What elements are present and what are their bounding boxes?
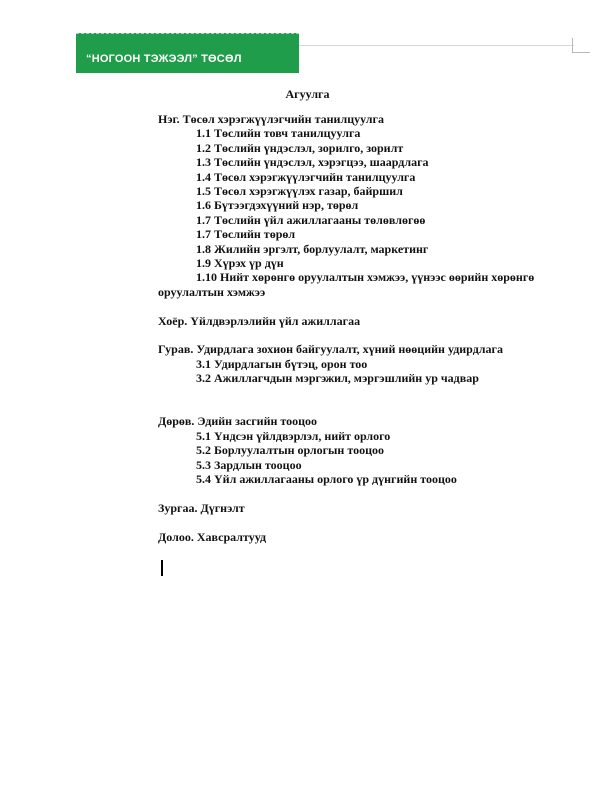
toc-item-1-7b[interactable]: 1.7 Төслийн төрөл	[196, 227, 296, 242]
toc-section-4[interactable]: Дөрөв. Эдийн засгийн тооцоо	[158, 414, 318, 429]
header-banner	[76, 33, 299, 73]
toc-item-1-7a[interactable]: 1.7 Төслийн үйл ажиллагааны төлөвлөгөө	[196, 212, 426, 227]
spacer	[158, 515, 578, 529]
spacer	[158, 328, 578, 342]
toc-item-1-4[interactable]: 1.4 Төсөл хэрэгжүүлэгчийн танилцуулга	[196, 169, 416, 184]
toc-section-5[interactable]: Зургаа. Дүгнэлт	[158, 500, 245, 515]
toc-item-5-3[interactable]: 5.3 Зардлын тооцоо	[196, 457, 302, 472]
page-title: Агуулга	[285, 87, 330, 101]
toc-item-5-1[interactable]: 5.1 Үндсэн үйлдвэрлэл, нийт орлого	[196, 428, 391, 443]
toc-item-1-9[interactable]: 1.9 Хүрэх үр дүн	[196, 256, 284, 271]
text-cursor	[161, 560, 163, 576]
toc-item-5-4[interactable]: 5.4 Үйл ажиллагааны орлого үр дүнгийн тооцоо	[196, 472, 457, 487]
toc-item-3-1[interactable]: 3.1 Удирдлагын бүтэц, орон тоо	[196, 356, 368, 371]
toc-item-1-5[interactable]: 1.5 Төсөл хэрэгжүүлэх газар, байршил	[196, 184, 403, 199]
toc-section-6[interactable]: Долоо. Хавсралтууд	[158, 529, 267, 544]
toc-item-1-10[interactable]: 1.10 Нийт хөрөнгө оруулалтын хэмжээ, үүнээс өөрийн хөрөнгө оруулалтын хэмжээ	[158, 270, 535, 299]
toc-item-1-3[interactable]: 1.3 Төслийн үндэслэл, хэрэгцээ, шаардлага	[196, 155, 429, 170]
toc-section-2[interactable]: Хоёр. Үйлдвэрлэлийн үйл ажиллагаа	[158, 313, 361, 328]
header-divider	[299, 45, 574, 46]
spacer	[158, 299, 578, 313]
margin-corner-marker	[572, 38, 590, 53]
toc-item-5-2[interactable]: 5.2 Борлуулалтын орлогын тооцоо	[196, 443, 384, 458]
spacer	[158, 487, 578, 501]
toc-item-3-2[interactable]: 3.2 Ажиллагчдын мэргэжил, мэргэшлийн ур чадвар	[196, 371, 479, 386]
toc-item-1-8[interactable]: 1.8 Жилийн эргэлт, борлуулалт, маркетинг	[196, 241, 429, 256]
toc-section-3[interactable]: Гурав. Удирдлага зохион байгуулалт, хүний нөөцийн удирдлага	[158, 342, 503, 357]
toc-section-1[interactable]: Нэг. Төсөл хэрэгжүүлэгчийн танилцуулга	[158, 112, 384, 126]
header-title: “НОГООН ТЭЖЭЭЛ” ТӨСӨЛ	[86, 53, 242, 65]
toc-item-1-1[interactable]: 1.1 Төслийн товч танилцуулга	[196, 126, 361, 141]
table-of-contents	[158, 112, 578, 544]
toc-item-1-2[interactable]: 1.2 Төслийн үндэслэл, зорилго, зорилт	[196, 140, 404, 155]
toc-item-1-6[interactable]: 1.6 Бүтээгдэхүүний нэр, төрөл	[196, 198, 359, 213]
spacer	[158, 386, 578, 415]
